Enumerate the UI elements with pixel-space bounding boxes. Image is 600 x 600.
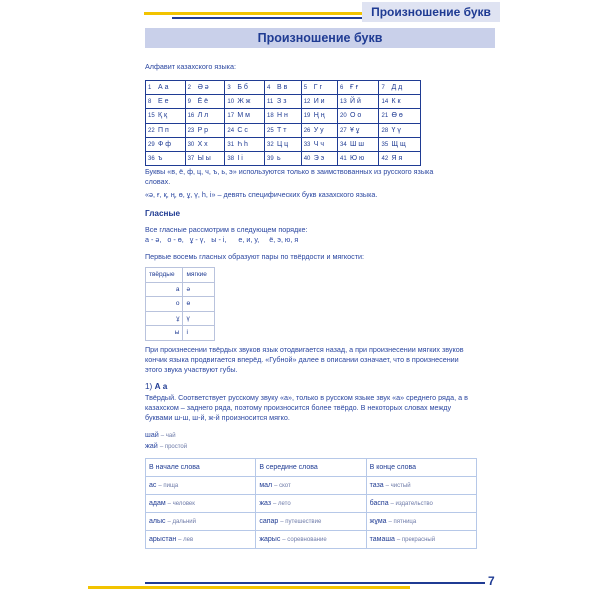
letter-number: 16 (187, 113, 195, 120)
hard-vowel: о (146, 297, 183, 312)
explanation-paragraph: При произнесении твёрдых звуков язык отодвигается назад, а при произнесении мягких звуков кончик языка продвигается вперёд. «Губной» далее в описании означает, что в произнесении этого звука участвуют губы. (145, 345, 464, 374)
example-cell (256, 495, 366, 513)
alphabet-cell (225, 123, 265, 137)
header-tab-title: Произношение букв (362, 2, 500, 22)
letter-number: 40 (303, 156, 311, 163)
letter-glyph: ь (277, 155, 281, 163)
letter-glyph: С с (237, 126, 248, 134)
letter-number: 34 (340, 141, 347, 148)
letter-glyph: И и (313, 98, 325, 106)
soft-vowel: ө (183, 297, 215, 312)
letter-number: 32 (267, 141, 274, 148)
example-gloss: – чистый (385, 483, 411, 489)
alphabet-cell (225, 81, 265, 95)
letter-number: 15 (148, 113, 155, 120)
table-row (146, 459, 477, 477)
letter-glyph: Қ қ (158, 112, 168, 120)
table-row (146, 123, 421, 137)
example-word: мал (259, 482, 273, 489)
alphabet-cell (146, 151, 186, 165)
alphabet-cell (338, 151, 379, 165)
letter-number: 29 (148, 141, 155, 148)
alphabet-cell (185, 123, 225, 137)
table-row (146, 311, 215, 326)
specific-letters-note: «ә, ғ, қ, ң, ө, ұ, ү, һ, і» – девять специфических букв казахского языка. (145, 190, 378, 199)
alphabet-cell (225, 137, 265, 151)
alphabet-cell (301, 95, 337, 109)
example-word: жұма (369, 518, 387, 525)
letter-number: 2 (187, 85, 191, 92)
letter-number: 21 (381, 113, 389, 120)
alphabet-cell (301, 123, 337, 137)
table-row (146, 95, 421, 109)
column-header: В середине слова (256, 459, 366, 477)
letter-glyph: Щ щ (391, 140, 406, 148)
letter-glyph: Ғ ғ (350, 84, 359, 92)
alphabet-cell (379, 81, 421, 95)
alphabet-cell (379, 123, 421, 137)
letter-glyph: Ы ы (197, 155, 211, 163)
alphabet-cell (338, 137, 379, 151)
letter-glyph: Ж ж (237, 98, 251, 106)
letter-number: 6 (340, 85, 344, 92)
letter-number: 22 (148, 127, 155, 134)
letter-a-number: 1) (145, 382, 153, 391)
letter-number: 13 (340, 99, 347, 106)
letter-glyph: О о (350, 112, 362, 120)
letter-a-description: Твёрдый. Соответствует русскому звуку «а», только в русском языке звук «а» среднего ряда, а в казахском – заднего ряда, поэтому произносится более твёрдо. В некоторых словах между буквами ш-ш, ш-й, ж-й произносится мягко. (145, 393, 468, 422)
header-accent-blue (172, 17, 362, 19)
alphabet-label: Алфавит казахского языка: (145, 62, 236, 71)
example-word: сапар (259, 518, 279, 525)
letter-glyph: Ү ү (391, 126, 401, 134)
letter-number: 24 (227, 127, 235, 134)
letter-glyph: Ұ ұ (350, 126, 360, 134)
alphabet-cell (225, 109, 265, 123)
letter-glyph: П п (158, 126, 169, 134)
example-cell (366, 477, 476, 495)
letter-glyph: З з (277, 98, 287, 106)
alphabet-cell (185, 95, 225, 109)
soft-vowel: ү (183, 311, 215, 326)
examples-table (145, 458, 477, 549)
letter-number: 33 (303, 141, 311, 148)
alphabet-cell (185, 151, 225, 165)
alphabet-cell (146, 95, 186, 109)
example-word: баспа (369, 500, 389, 507)
letter-glyph: Р р (197, 126, 209, 134)
header-cell-hard: твёрдые (146, 268, 183, 283)
example-cell (256, 477, 366, 495)
soft-example-2 (145, 441, 187, 452)
table-row (146, 297, 215, 312)
alphabet-cell (146, 109, 186, 123)
table-row (146, 326, 215, 341)
table-row (146, 137, 421, 151)
alphabet-cell (146, 137, 186, 151)
letter-glyph: Н н (277, 112, 288, 120)
alphabet-cell (338, 109, 379, 123)
letter-glyph: Ө ө (391, 112, 403, 120)
alphabet-cell (265, 109, 302, 123)
letter-number: 18 (267, 113, 274, 120)
letter-number: 20 (340, 113, 347, 120)
gloss: – простой (159, 444, 188, 450)
letter-a-heading (145, 382, 167, 391)
example-gloss: – путешествие (280, 519, 322, 525)
letter-glyph: Т т (277, 126, 287, 134)
alphabet-cell (338, 123, 379, 137)
letter-number: 5 (303, 85, 308, 92)
word: шай (145, 430, 159, 439)
table-row (146, 477, 477, 495)
example-cell (146, 495, 256, 513)
alphabet-cell (301, 151, 337, 165)
letter-glyph: Ё ё (197, 98, 209, 106)
vowels-heading: Гласные (145, 209, 181, 218)
letter-glyph: Л л (197, 112, 209, 120)
alphabet-cell (185, 137, 225, 151)
alphabet-cell (146, 81, 186, 95)
letter-glyph: І і (237, 155, 243, 163)
page-number: 7 (488, 574, 495, 588)
example-gloss: – скот (274, 483, 291, 489)
hard-vowel: а (146, 282, 183, 297)
hard-vowel: ұ (146, 311, 183, 326)
letter-glyph: Ә ә (197, 84, 209, 92)
letter-number: 11 (267, 99, 274, 106)
column-header: В начале слова (146, 459, 256, 477)
alphabet-cell (265, 151, 302, 165)
alphabet-cell (379, 109, 421, 123)
letter-number: 27 (340, 127, 347, 134)
example-word: алыс (149, 518, 166, 525)
example-word: тамаша (369, 536, 395, 543)
alphabet-cell (146, 123, 186, 137)
letter-glyph: Д д (391, 84, 403, 92)
table-row (146, 151, 421, 165)
example-word: таза (369, 482, 384, 489)
example-word: арыстан (149, 536, 177, 543)
vowels-order: а - ә, о - ө, ұ - ү, ы - і, е, и, у, ё, э, ю, я (145, 235, 299, 244)
example-cell (366, 531, 476, 549)
table-row (146, 531, 477, 549)
example-word: жарыс (259, 536, 281, 543)
letter-number: 19 (303, 113, 311, 120)
alphabet-cell (301, 137, 337, 151)
letter-number: 25 (267, 127, 274, 134)
letter-glyph: Ч ч (313, 140, 324, 148)
letter-glyph: У у (313, 126, 324, 134)
letter-glyph: Һ һ (237, 140, 248, 148)
alphabet-cell (379, 95, 421, 109)
alphabet-cell (301, 109, 337, 123)
letter-glyph: Е е (158, 98, 169, 106)
letter-glyph: М м (237, 112, 250, 120)
letter-glyph: К к (391, 98, 401, 106)
page-title: Произношение букв (145, 28, 495, 48)
example-cell (366, 513, 476, 531)
soft-vowel: ә (183, 282, 215, 297)
letter-number: 38 (227, 156, 235, 163)
alphabet-cell (265, 81, 302, 95)
letter-glyph: Х х (197, 140, 208, 148)
vowels-order-label: Все гласные рассмотрим в следующем порядке: (145, 225, 308, 234)
example-cell (146, 513, 256, 531)
example-gloss: – пища (158, 483, 179, 489)
letter-number: 35 (381, 141, 389, 148)
table-row (146, 513, 477, 531)
letter-glyph: ъ (158, 155, 163, 163)
letter-glyph: Б б (237, 84, 248, 92)
letter-number: 10 (227, 99, 235, 106)
letter-number: 9 (187, 99, 191, 106)
example-cell (256, 531, 366, 549)
example-word: ас (149, 482, 157, 489)
letter-glyph: Ш ш (350, 140, 364, 148)
table-row (146, 495, 477, 513)
letter-glyph: Г г (313, 84, 322, 92)
column-header: В конце слова (366, 459, 476, 477)
letter-number: 14 (381, 99, 389, 106)
letter-number: 28 (381, 127, 389, 134)
letter-number: 8 (148, 99, 152, 106)
letter-glyph: Й й (350, 98, 361, 106)
letter-glyph: Ң ң (313, 112, 325, 120)
header-accent-yellow (144, 12, 366, 15)
alphabet-cell (265, 123, 302, 137)
letter-number: 3 (227, 85, 231, 92)
table-row (146, 109, 421, 123)
word: жай (145, 441, 158, 450)
letter-number: 42 (381, 156, 389, 163)
example-word: адам (149, 500, 166, 507)
example-cell (146, 477, 256, 495)
alphabet-cell (338, 81, 379, 95)
letter-glyph: В в (277, 84, 288, 92)
table-row (146, 282, 215, 297)
alphabet-cell (185, 81, 225, 95)
example-word: жаз (259, 500, 272, 507)
letter-number: 37 (187, 156, 195, 163)
letter-number: 12 (303, 99, 311, 106)
borrowed-letters-note: Буквы «в, ё, ф, ц, ч, ъ, ь, э» используются только в заимствованных из русского языка словах. (145, 167, 434, 186)
header-cell-soft: мягкие (183, 268, 215, 283)
letter-number: 30 (187, 141, 195, 148)
soft-example-1 (145, 430, 176, 441)
soft-vowel: і (183, 326, 215, 341)
example-gloss: – дальний (167, 519, 196, 525)
hard-vowel: ы (146, 326, 183, 341)
letter-glyph: Ц ц (277, 140, 289, 148)
example-gloss: – человек (167, 501, 195, 507)
example-gloss: – соревнование (282, 537, 327, 543)
vowel-pairs-table (145, 267, 215, 341)
letter-number: 23 (187, 127, 195, 134)
example-gloss: – прекрасный (396, 537, 436, 543)
example-cell (366, 495, 476, 513)
alphabet-cell (338, 95, 379, 109)
alphabet-cell (265, 95, 302, 109)
letter-glyph: Я я (391, 155, 403, 163)
letter-glyph: Э э (313, 155, 325, 163)
alphabet-cell (379, 137, 421, 151)
example-gloss: – издательство (390, 501, 433, 507)
letter-glyph: Ф ф (158, 140, 172, 148)
alphabet-cell (225, 95, 265, 109)
letter-number: 17 (227, 113, 235, 120)
alphabet-cell (265, 137, 302, 151)
letter-number: 1 (148, 85, 152, 92)
letter-number: 39 (267, 156, 274, 163)
letter-number: 7 (381, 85, 385, 92)
letter-glyph: Ю ю (350, 155, 365, 163)
gloss: – чай (160, 433, 176, 439)
letter-a-title: А а (154, 382, 168, 391)
example-gloss: – лев (178, 537, 194, 543)
footer-accent-blue (145, 582, 485, 584)
vowel-pairs-label: Первые восемь гласных образуют пары по твёрдости и мягкости: (145, 252, 365, 261)
alphabet-cell (225, 151, 265, 165)
letter-number: 31 (227, 141, 235, 148)
letter-number: 4 (267, 85, 271, 92)
example-gloss: – пятница (388, 519, 417, 525)
letter-number: 41 (340, 156, 347, 163)
table-row (146, 268, 215, 283)
alphabet-cell (379, 151, 421, 165)
letter-glyph: А а (158, 84, 169, 92)
alphabet-table (145, 80, 421, 166)
example-cell (256, 513, 366, 531)
table-row (146, 81, 421, 95)
letter-number: 26 (303, 127, 311, 134)
footer-accent-yellow (88, 586, 410, 589)
alphabet-cell (301, 81, 337, 95)
letter-number: 36 (148, 156, 155, 163)
example-gloss: – лето (273, 501, 291, 507)
alphabet-cell (185, 109, 225, 123)
example-cell (146, 531, 256, 549)
